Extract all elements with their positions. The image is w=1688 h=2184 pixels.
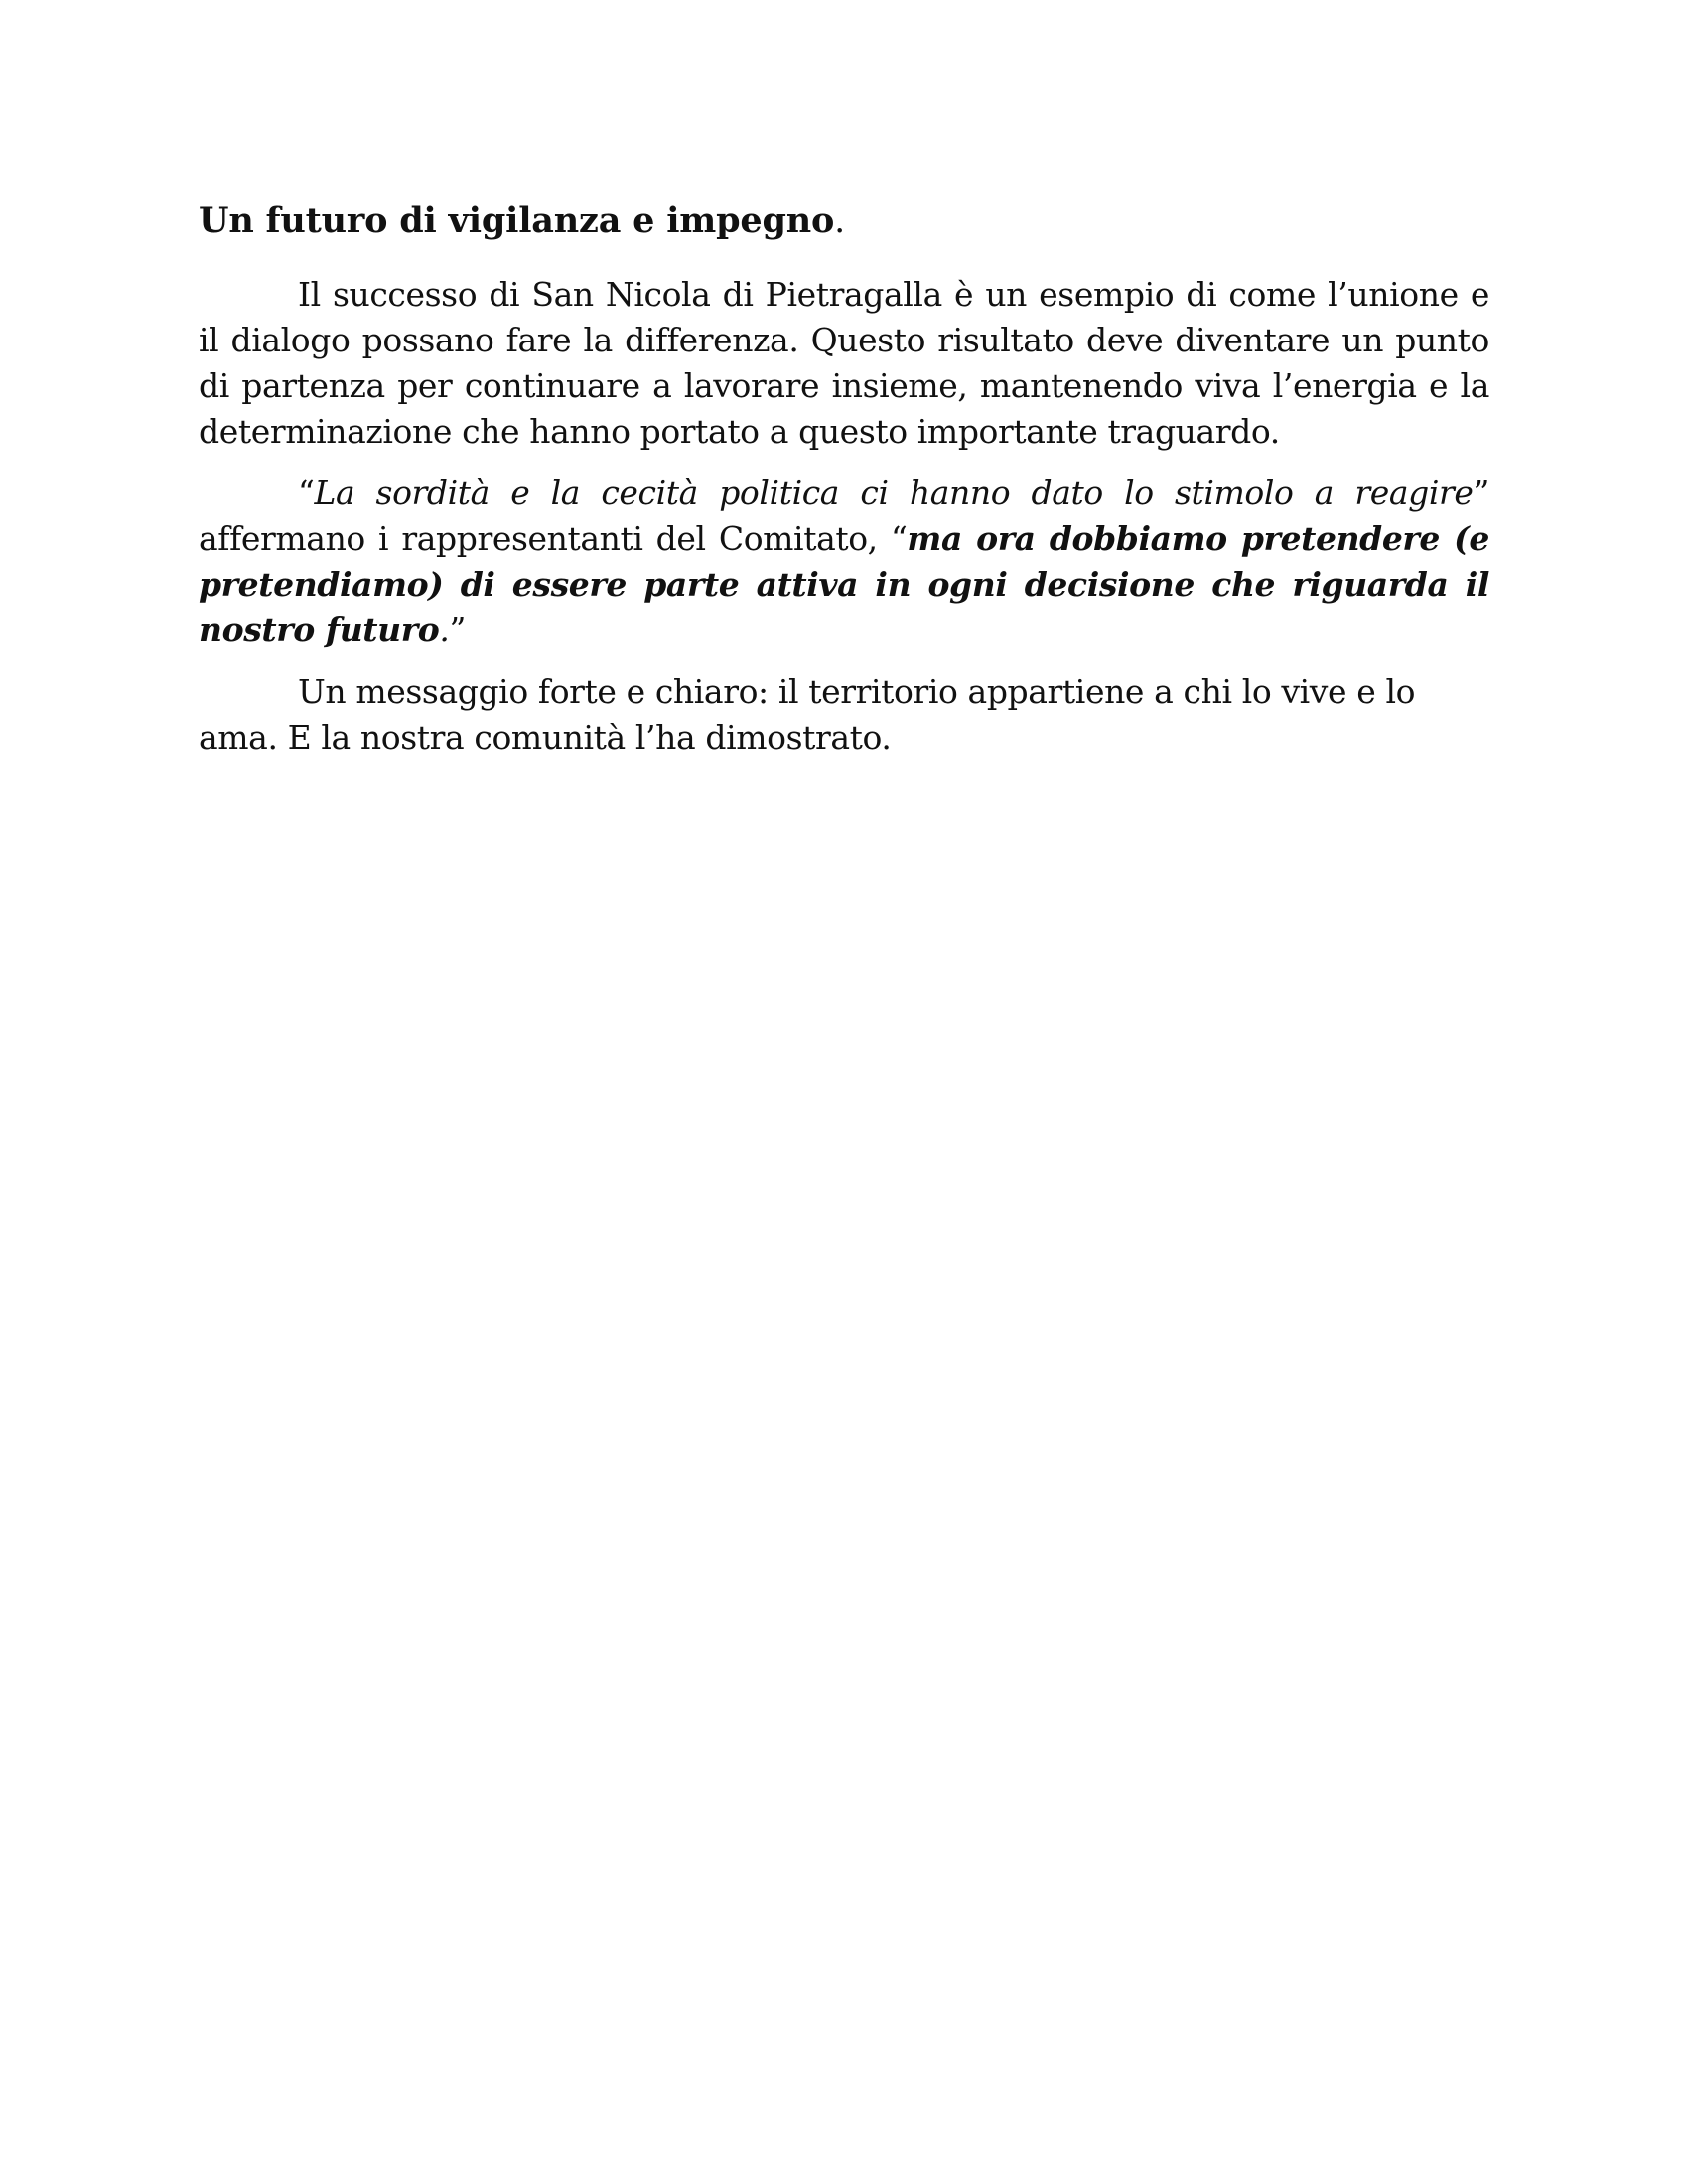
italic-quote: La sordità e la cecità politica ci hanno dato lo stimolo a reagire <box>314 474 1474 512</box>
open-quote-2: “ <box>890 519 908 558</box>
quote-period: . <box>439 611 450 649</box>
section-heading-text: Un futuro di vigilanza e impegno <box>199 201 835 241</box>
paragraph-1: Il successo di San Nicola di Pietragalla è un esempio di come l’unione e il dialogo possano fare la differenza. Questo risultato deve diventare un punto di partenza per continuare a lavorare insieme, mantenendo viva l’energia e la determinazione che hanno portato a questo importante traguardo. <box>199 275 1489 451</box>
section-heading <box>199 199 1489 244</box>
document-body <box>199 199 1489 776</box>
bold-italic-quote: ma ora dobbiamo pretendere (e pretendiamo) di essere parte attiva in ogni decisione che riguarda il nostro futuro <box>199 519 1489 649</box>
close-quote-2: ” <box>449 611 466 649</box>
section-heading-period: . <box>834 202 846 241</box>
paragraph-2 <box>199 471 1489 653</box>
paragraph-3: Un messaggio forte e chiaro: il territorio appartiene a chi lo vive e lo ama. E la nostra comunità l’ha dimostrato. <box>199 672 1416 756</box>
attribution-text: ” affermano i rappresentanti del Comitato, <box>199 474 1489 558</box>
open-quote: “ <box>298 474 315 512</box>
